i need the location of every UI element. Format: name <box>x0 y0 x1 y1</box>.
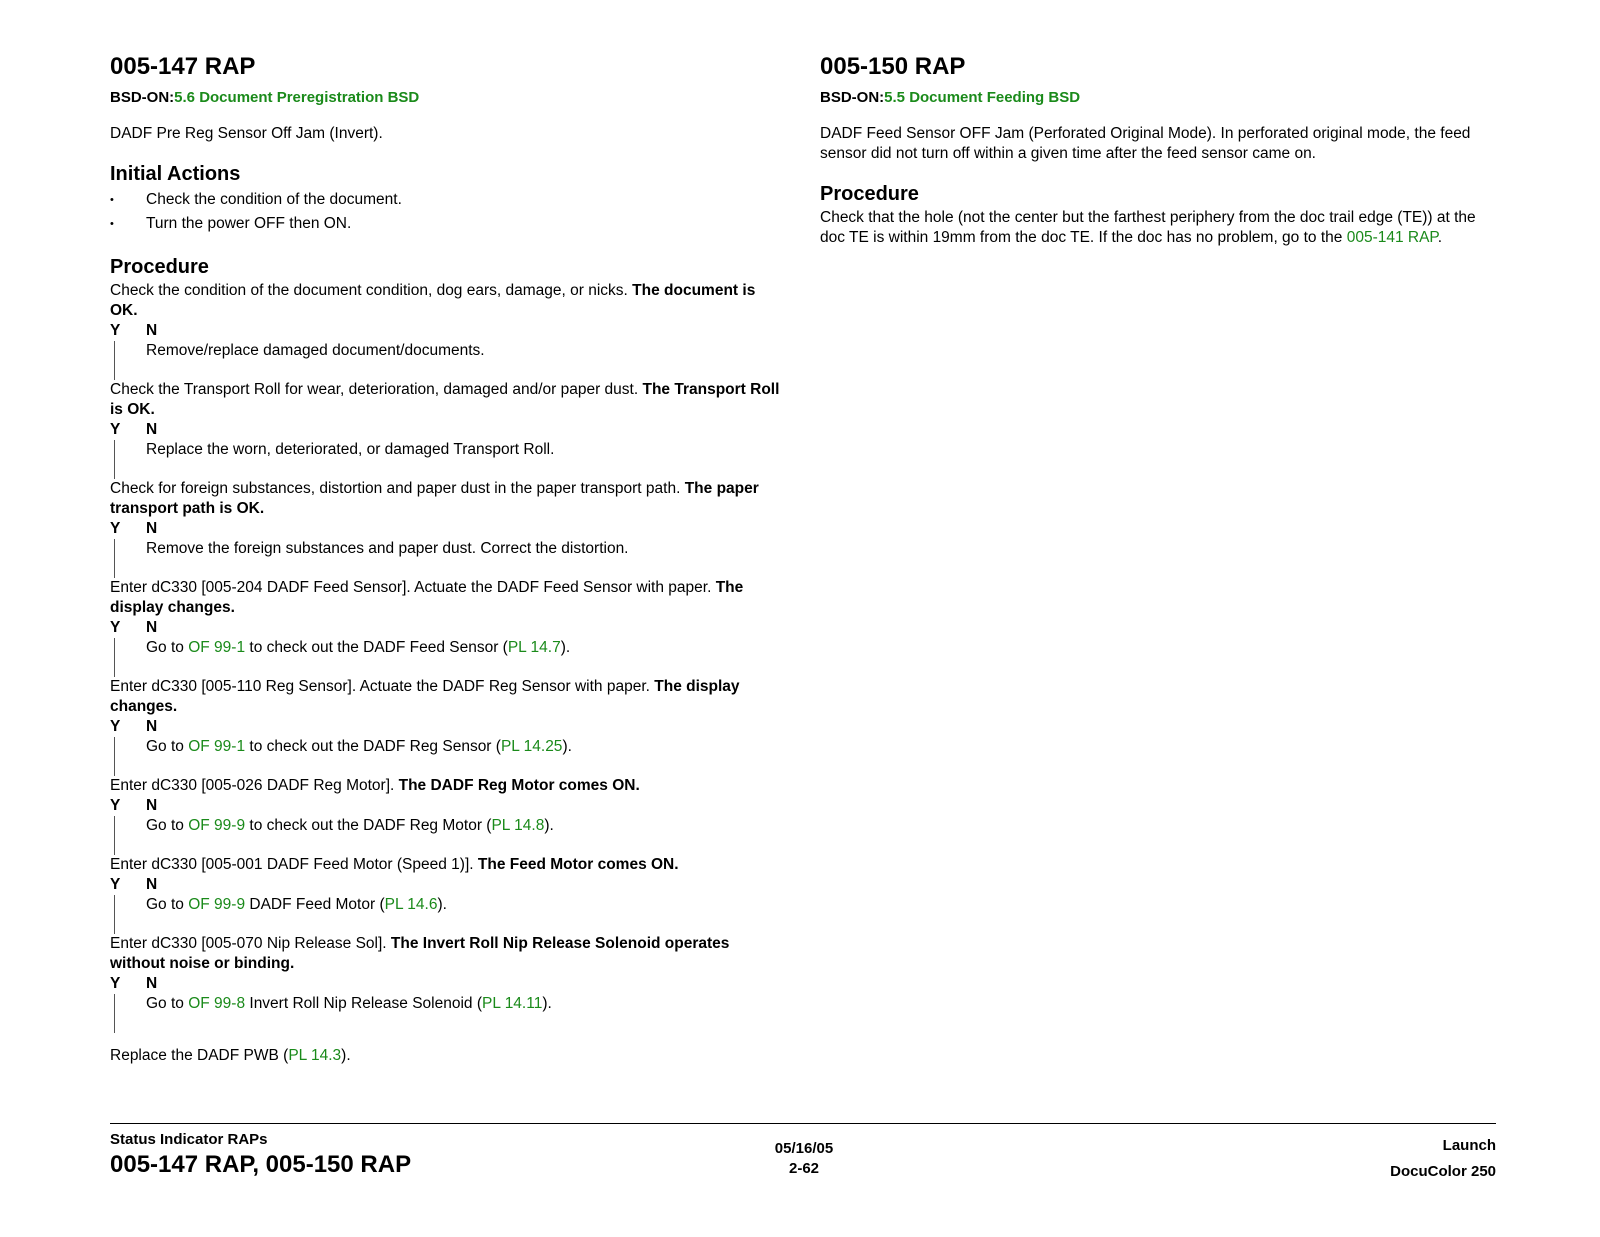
no-action: Replace the worn, deteriorated, or damaged Transport Roll. <box>110 440 786 479</box>
footer-divider <box>110 1123 1496 1124</box>
yes-no-header: Y N <box>110 975 158 992</box>
of-link[interactable]: OF 99-9 <box>188 817 246 834</box>
rap-title-005-147: 005-147 RAP <box>110 53 256 80</box>
pl-link[interactable]: PL 14.25 <box>500 738 563 755</box>
no-action: Go to OF 99-9 DADF Feed Motor (PL 14.6). <box>110 895 786 934</box>
procedure-step: Enter dC330 [005-204 DADF Feed Sensor]. Actuate the DADF Feed Sensor with paper. The display changes. Y N Go to OF 99-1 to check out the DADF Feed Sensor (PL 14.7). <box>110 578 786 677</box>
bsd-line <box>110 84 786 112</box>
yes-no-header: Y N <box>110 619 158 636</box>
no-action: Go to OF 99-9 to check out the DADF Reg Motor (PL 14.8). <box>110 816 786 855</box>
yes-no-header: Y N <box>110 520 158 537</box>
yes-no-header: Y N <box>110 322 158 339</box>
no-action: Go to OF 99-1 to check out the DADF Reg Sensor (PL 14.25). <box>110 737 786 776</box>
procedure-step: Enter dC330 [005-110 Reg Sensor]. Actuate the DADF Reg Sensor with paper. The display changes. Y N Go to OF 99-1 to check out the DADF Reg Sensor (PL 14.25). <box>110 677 786 776</box>
initial-actions-list <box>110 188 786 236</box>
of-link[interactable]: OF 99-9 <box>188 896 246 913</box>
procedure-step: Enter dC330 [005-001 DADF Feed Motor (Speed 1)]. The Feed Motor comes ON. Y N Go to OF 99-9 DADF Feed Motor (PL 14.6). <box>110 855 786 934</box>
footer-date-page <box>760 1139 848 1179</box>
procedure-step: Enter dC330 [005-026 DADF Reg Motor]. The DADF Reg Motor comes ON. Y N Go to OF 99-9 to check out the DADF Reg Motor (PL 14.8). <box>110 776 786 855</box>
step-question: The display changes. <box>110 678 740 715</box>
list-item: • Check the condition of the document. <box>110 188 786 212</box>
procedure-step: Check the condition of the document condition, dog ears, damage, or nicks. The document is OK. Y N Remove/replace damaged document/documents. <box>110 281 786 380</box>
bsd-prefix: BSD-ON: <box>820 89 885 106</box>
pl-link[interactable]: PL 14.7 <box>507 639 561 656</box>
bsd-line <box>820 84 1496 112</box>
no-action: Go to OF 99-8 Invert Roll Nip Release Solenoid (PL 14.11). <box>110 994 786 1033</box>
left-column <box>110 50 786 1082</box>
footer-product: DocuColor 250 <box>1390 1163 1496 1180</box>
yes-no-header: Y N <box>110 718 158 735</box>
procedure-step: Enter dC330 [005-070 Nip Release Sol]. The Invert Roll Nip Release Solenoid operates without noise or binding. Y N Go to OF 99-8 Invert Roll Nip Release Solenoid (PL 14.11). <box>110 934 786 1033</box>
fault-description: DADF Feed Sensor OFF Jam (Perforated Original Mode). In perforated original mode, the feed sensor did not turn off within a given time after the feed sensor came on. <box>820 125 1471 162</box>
bsd-prefix: BSD-ON: <box>110 89 175 106</box>
rap-link[interactable]: 005-141 RAP <box>1346 229 1438 246</box>
rap-title-005-150: 005-150 RAP <box>820 53 966 80</box>
yes-no-header: Y N <box>110 876 158 893</box>
yes-no-header: Y N <box>110 421 158 438</box>
footer-section: Status Indicator RAPs <box>110 1131 268 1148</box>
fault-description: DADF Pre Reg Sensor Off Jam (Invert). <box>110 125 383 142</box>
footer-title: 005-147 RAP, 005-150 RAP <box>110 1151 412 1178</box>
no-action: Go to OF 99-1 to check out the DADF Feed Sensor (PL 14.7). <box>110 638 786 677</box>
yes-no-header: Y N <box>110 797 158 814</box>
of-link[interactable]: OF 99-1 <box>188 738 246 755</box>
step-question: The DADF Reg Motor comes ON. <box>398 777 640 794</box>
pl-link[interactable]: PL 14.3 <box>288 1047 342 1064</box>
bullet-icon: • <box>110 194 114 206</box>
procedure-heading: Procedure <box>110 256 209 278</box>
step-question: The display changes. <box>110 579 744 616</box>
footer-page-number: 2-62 <box>788 1160 820 1177</box>
bsd-link[interactable]: 5.6 Document Preregistration BSD <box>174 89 420 106</box>
initial-actions-heading: Initial Actions <box>110 163 241 185</box>
final-step: Replace the DADF PWB (PL 14.3). <box>110 1047 351 1064</box>
procedure-step: Check the Transport Roll for wear, deterioration, damaged and/or paper dust. The Transport Roll is OK. Y N Replace the worn, deteriorated, or damaged Transport Roll. <box>110 380 786 479</box>
footer-product-info <box>1390 1133 1496 1185</box>
procedure-heading: Procedure <box>820 183 919 205</box>
step-question: The paper transport path is OK. <box>110 480 759 517</box>
step-question: The Feed Motor comes ON. <box>477 856 679 873</box>
pl-link[interactable]: PL 14.6 <box>384 896 438 913</box>
bsd-link[interactable]: 5.5 Document Feeding BSD <box>884 89 1081 106</box>
right-column <box>820 50 1496 248</box>
no-action: Remove/replace damaged document/documents. <box>110 341 786 380</box>
procedure-steps <box>110 281 786 1033</box>
footer-date: 05/16/05 <box>774 1140 834 1157</box>
step-question: The Invert Roll Nip Release Solenoid operates without noise or binding. <box>110 935 730 972</box>
of-link[interactable]: OF 99-1 <box>188 639 246 656</box>
step-question: The document is OK. <box>110 282 756 319</box>
of-link[interactable]: OF 99-8 <box>188 995 246 1012</box>
no-action: Remove the foreign substances and paper dust. Correct the distortion. <box>110 539 786 578</box>
procedure-step: Check for foreign substances, distortion and paper dust in the paper transport path. The paper transport path is OK. Y N Remove the foreign substances and paper dust. Correct the distortion. <box>110 479 786 578</box>
footer-status: Launch <box>1442 1137 1496 1154</box>
list-item: • Turn the power OFF then ON. <box>110 212 786 236</box>
pl-link[interactable]: PL 14.8 <box>491 817 545 834</box>
procedure-text: Check that the hole (not the center but the farthest periphery from the doc trail edge (TE)) at the doc TE is within 19mm from the doc TE. If the doc has no problem, go to the 005-141 RAP. <box>820 209 1476 246</box>
pl-link[interactable]: PL 14.11 <box>482 995 543 1012</box>
step-question: The Transport Roll is OK. <box>110 381 780 418</box>
bullet-icon: • <box>110 218 114 230</box>
